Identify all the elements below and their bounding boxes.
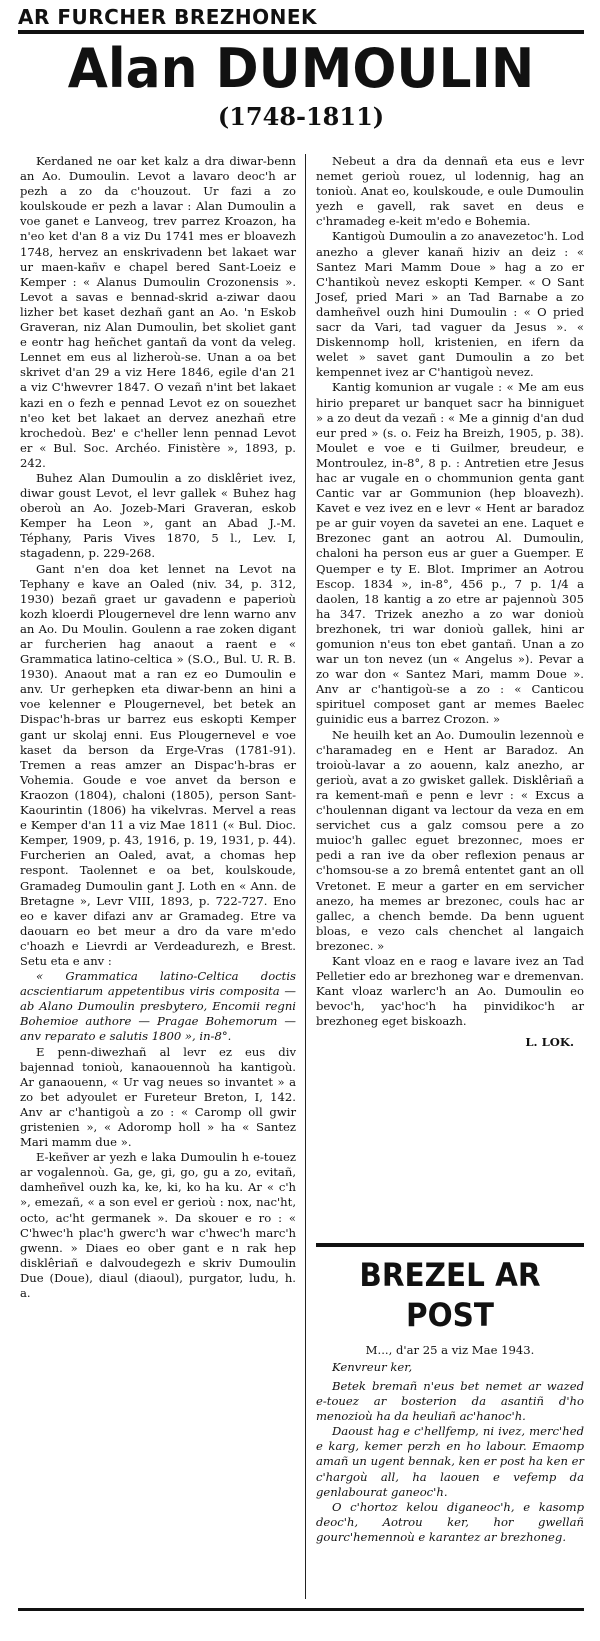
letter-salutation: Kenvreur ker, xyxy=(332,1360,413,1374)
article-paragraph: E penn-diwezhañ al levr ez eus div bajennad tonioù, kanaouennoù ha kantigoù. Ar ganaouenn, « Ur vag neues so invantet » a zo bet adyoulet er Fureteur Breton, I, 142. Anv ar c'hantigoù a zo : « Caromp oll gwir gristenien », « Adoromp holl » ha « Santez Mari mamm due ». xyxy=(20,1044,296,1150)
article-title: Alan DUMOULIN xyxy=(67,37,535,100)
bottom-rule xyxy=(18,1608,584,1611)
rubric-text: AR FURCHER BREZHONEK xyxy=(18,5,318,29)
author-signature: L. LOK. xyxy=(525,1035,574,1050)
letter-paragraph: Betek bremañ n'eus bet nemet ar wazed e-touez ar bosterion da asantiñ d'ho menozioù ha da heuliañ ac'hanoc'h. xyxy=(316,1379,584,1424)
article-paragraph: Kerdaned ne oar ket kalz a dra diwar-benn an Ao. Dumoulin. Levot a lavaro deoc'h ar pezh a zo da c'houzout. Ur fazi a zo koulskoude er pezh a lavar : Alan Dumoulin a voe ganet e Lanveog, trev parrez Kroazon, ha n'eo ket d'an 8 a viz Du 1741 mes er bloavezh 1748, hervez an enskrivadenn bet lakaet war ur maen-kañv e chapel bered Sant-Loeiz e Kemper : « Alanus Dumoulin Crozonensis ». Levot a savas e bennad-skrid a-ziwar daou lizher bet kaset dezhañ gant an Ao. 'n Eskob Graveran, niz Alan Dumoulin, bet skoliet gant e eontr hag heñchet gantañ da vont da veleg. Lennet em eus al lizheroù-se. Unan a oa bet skrivet d'an 29 a viz Here 1846, egile d'an 21 a viz C'hwevrer 1847. O vezañ n'int bet lakaet kazi en o fezh e pennad Levot ez on souezhet n'eo ket bet lakaet an dervez anezhañ etre krochedoù. Bez' e c'heller lenn pennad Levot er « Bul. Soc. Archéo. Finistère », 1893, p. 242. xyxy=(20,154,296,470)
letter-paragraph: O c'hortoz kelou diganeoc'h, e kasomp deoc'h, Aotrou ker, hor gwellañ gourc'hemennoù e karantez ar brezhoneg. xyxy=(316,1499,584,1544)
article-paragraph: Kantigoù Dumoulin a zo anavezetoc'h. Lod anezho a glever kanañ hiziv an deiz : « Santez Mari Mamm Doue » hag a zo er C'hantikoù nevez eskopti Kemper. « O Sant Josef, pried Mari » an Tad Barnabe a zo damheñvel ouzh hini Dumoulin : « O pried sacr da Vari, tad vaguer da Jesus ». « Diskennomp holl, kristenien, en ifern da welet » savet gant Dumoulin a zo bet kempennet ivez ar C'hantigoù nevez. xyxy=(316,229,584,380)
article-paragraph: Gant n'en doa ket lennet na Levot na Tephany e kave an Oaled (niv. 34, p. 312, 1930) bezañ graet ur gavadenn e paperioù kozh kloerdi Plougernevel dre lenn warno anv an Ao. Du Moulin. Goulenn a rae zoken digant ar furcherien hag anaout a raent e « Grammatica latino-celtica » (S.O., Bul. U. R. B. 1930). Anaout mat a ran ez eo Dumoulin e anv. Ur gerhepken eta diwar-benn an hini a voe kelenner e Plougernevel, bet betek an Dispac'h-bras ur barrez eus eskopti Kemper gant ur skolaj enni. Eus Plougernevel e voe kaset da berson da Erge-Vras (1781-91). Tremen a reas amzer an Dispac'h-bras er Vohemia. Goude e voe anvet da berson e Kraozon (1804), chaloni (1805), person Sant-Kaourintin (1806) ha vikelvras. Mervel a reas e Kemper d'an 11 a viz Mae 1811 (« Bul. Dioc. Kemper, 1909, p. 43, 1916, p. 19, 1931, p. 44). Furcherien an Oaled, avat, a chomas hep respont. Taolennet e oa bet, koulskoude, Gramadeg Dumoulin gant J. Loth en « Ann. de Bretagne », Levr VIII, 1893, p. 722-727. Eno eo e kaver difazi anv ar Gramadeg. Etre va daouarn eo bet meur a dro da vare m'edo c'hoazh e Lievrdi ar Verdeadurezh, e Brest. Setu eta e anv : xyxy=(20,561,296,968)
article-paragraph: Ne heuilh ket an Ao. Dumoulin lezennoù e c'haramadeg en e Hent ar Baradoz. An troioù-lavar a zo aouenn, kalz anezho, ar gerioù, avat a zo gwisket gallek. Disklêriañ a ra kement-mañ e penn e levr : « Excus a c'houlennan digant va lectour da veza en em servichet cus a galz comsou pere a zo muioc'h gallec eguet brezonnec, moes er pedi a ran ive da ober reflexion penaus ar c'homsou-se a zo bremâ ententet gant an oll Vretonet. E meur a garter en em servicher anezo, ha memes ar brezonec, couls hac ar gallec, a chench bemde. Da benn uguent bloas, e vezo cals chenchet al langaich brezonec. » xyxy=(316,727,584,953)
article-paragraph: Kant vloaz en e raog e lavare ivez an Tad Pelletier edo ar brezhoneg war e dremenvan. Kant vloaz warlerc'h an Ao. Dumoulin eo bevoc'h, yac'hoc'h ha pinvidikoc'h ar brezhoneg eget biskoazh. xyxy=(316,953,584,1029)
article-column-right xyxy=(316,154,584,1051)
column-divider xyxy=(305,154,306,1599)
article-paragraph: Kantig komunion ar vugale : « Me am eus hirio preparet ur banquet sacr ha binniguet » a zo deut da vezañ : « Me a ginnig d'an dud eur pred » (s. o. Feiz ha Breizh, 1905, p. 38). Moulet e voe e ti Guilmer, breudeur, e Montroulez, in-8°, 8 p. : Antretien etre Jesus hac ar vugale en o chommunion genta gant Cantic var ar Gommunion (hep bloavezh). Kavet e vez ivez en e levr « Hent ar baradoz pe ar guir voyen da savetei an ene. Laquet e Brezonec gant an aotrou Al. Dumoulin, chaloni ha person eus ar guer a Guemper. E Quemper e ty E. Blot. Imprimer an Aotrou Escop. 1834 », in-8°, 456 p., 7 p. 1/4 a daolen, 18 kantig a zo etre ar pajennoù 305 ha 347. Trizek anezho a zo war donioù brezhonek, tri war donioù gallek, hini ar gomunion n'eus ton ebet gantañ. Unan a zo war un ton nevez (un « Angelus »). Pevar a zo war don « Santez Mari, mamm Doue ». Anv ar c'hantigoù-se a zo : « Canticou spirituel composet gant ar memes Baelec guinidic eus a barrez Crozon. » xyxy=(316,380,584,727)
section-rubric xyxy=(18,4,584,34)
letter-box xyxy=(316,1243,584,1545)
article-dates: (1748-1811) xyxy=(217,102,385,131)
book-title-quote: « Grammatica latino-Celtica doctis acscientiarum appetentibus viris composita — ab Alano Dumoulin presbytero, Encomii regni Bohemioe authore — Pragae Bohemorum — anv reparato e salutis 1800 », in-8°. xyxy=(20,969,296,1044)
article-paragraph: Buhez Alan Dumoulin a zo disklêriet ivez, diwar goust Levot, el levr gallek « Buhez hag oberoù an Ao. Jozeb-Mari Graveran, eskob Kemper ha Leon », gant an Abad J.-M. Téphany, Paris Vives 1870, 5 l., Lev. I, stagadenn, p. 229-268. xyxy=(20,470,296,561)
box-title: BREZEL AR POST xyxy=(359,1256,541,1334)
article-paragraph: Nebeut a dra da dennañ eta eus e levr nemet gerioù rouez, ul lodennig, hag an tonioù. Anat eo, koulskoude, e oule Dumoulin yezh e gavell, rak savet en deus e c'hramadeg e-keit m'edo e Bohemia. xyxy=(316,154,584,229)
article-paragraph: E-keñver ar yezh e laka Dumoulin h e-touez ar vogalennoù. Ga, ge, gi, go, gu a zo, evitañ, damheñvel ouzh ka, ke, ki, ko ha ku. Ar « c'h », emezañ, « a son evel er gerioù : nox, nac'ht, octo, ac'ht germanek ». Da skouer e ro : « C'hwec'h plac'h gwerc'h war c'hwec'h marc'h gwenn. » Diaes eo ober gant e n rak hep disklêriañ e dalvoudegezh e skriv Dumoulin Due (Doue), diaul (diaoul), purgator, ludu, h. a. xyxy=(20,1150,296,1301)
box-top-rule xyxy=(316,1243,584,1247)
letter-paragraph: Daoust hag e c'hellfemp, ni ivez, merc'hed e karg, kemer perzh en ho labour. Emaomp amañ un ugent bennak, ken er post ha ken er c'hargoù all, ha laouen e vefemp da genlabourat ganeoc'h. xyxy=(316,1424,585,1499)
letter-dateline: M..., d'ar 25 a viz Mae 1943. xyxy=(365,1343,535,1357)
article-column-left xyxy=(20,154,296,1301)
